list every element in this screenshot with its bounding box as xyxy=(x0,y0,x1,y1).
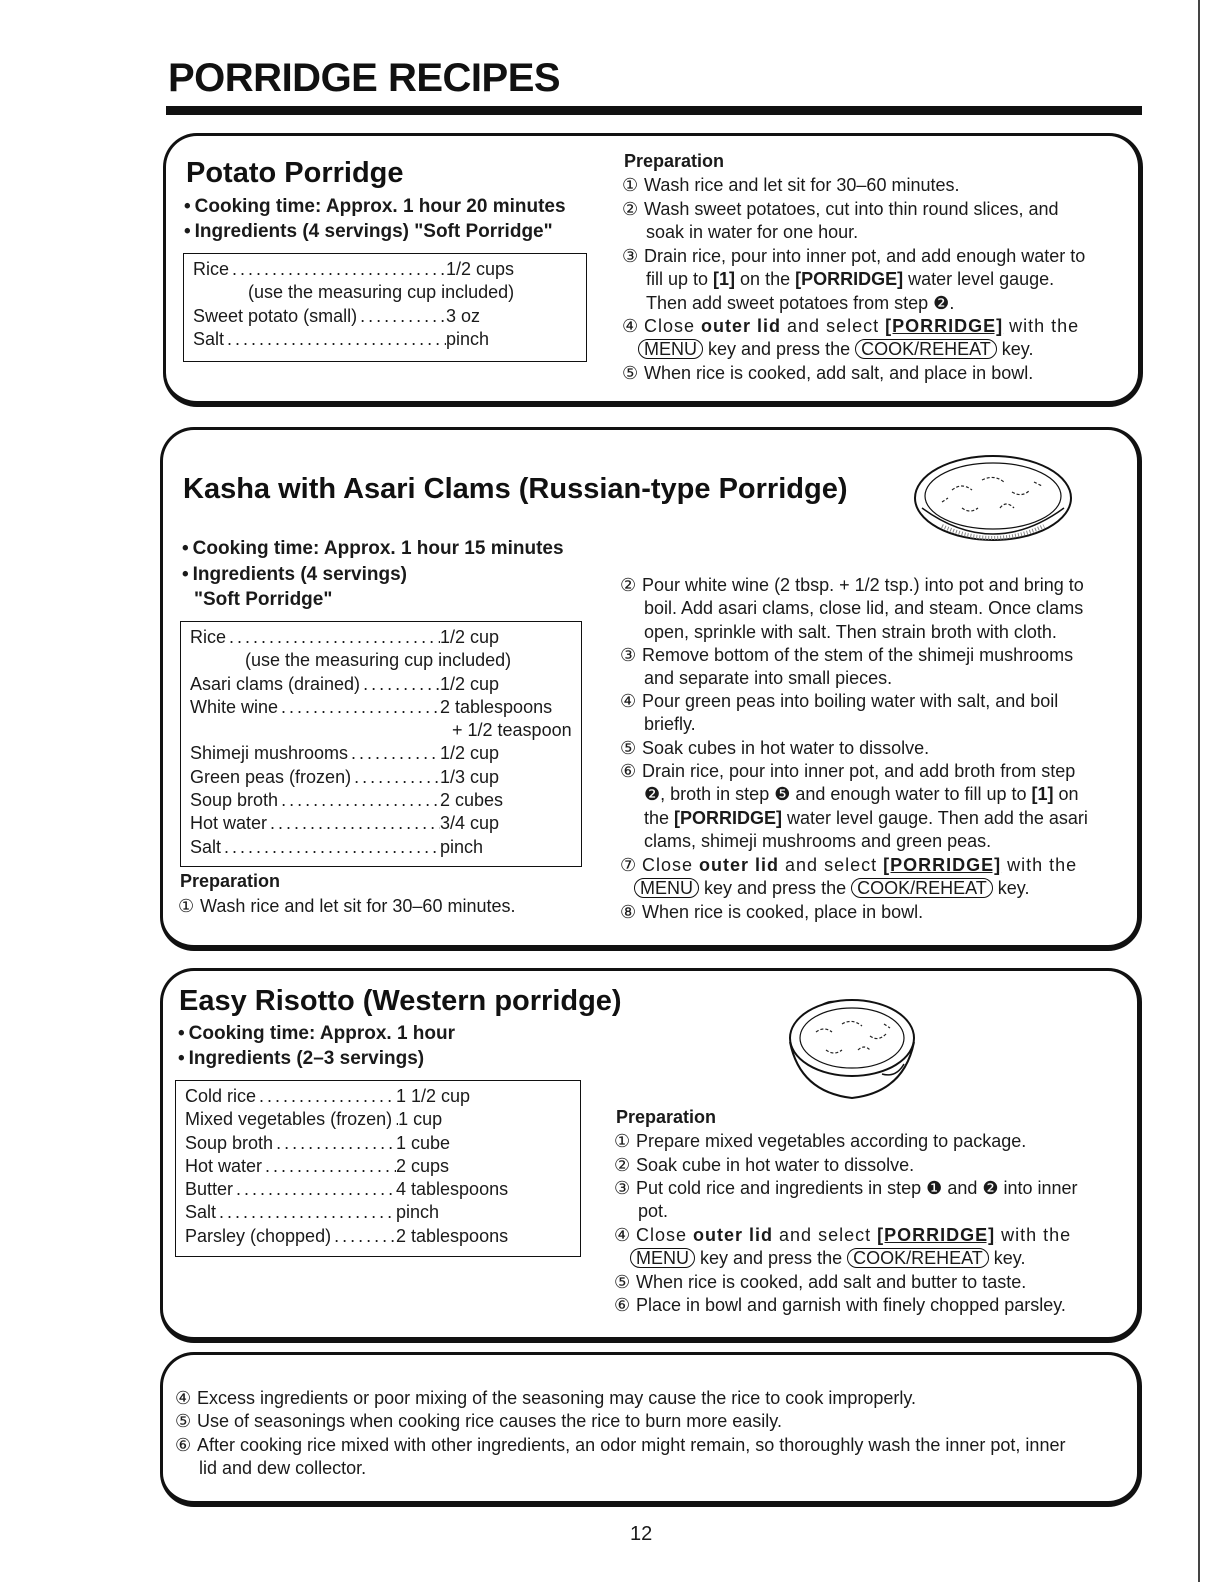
cook-reheat-key-icon: COOK/REHEAT xyxy=(851,878,993,898)
cooking-time: • Cooking time: Approx. 1 hour 15 minutes xyxy=(182,538,564,559)
prep-step: ⑤ When rice is cooked, add salt and butter to taste. xyxy=(614,1272,1027,1292)
ingredients-subheading: "Soft Porridge" xyxy=(194,589,333,610)
ingredient-quantity: 1/2 cups xyxy=(446,259,515,279)
ingredient-quantity: pinch xyxy=(446,328,490,349)
cook-reheat-key-icon: COOK/REHEAT xyxy=(847,1248,989,1268)
menu-key-icon: MENU xyxy=(634,878,699,898)
cooking-time-text: Cooking time: Approx. 1 hour 15 minutes xyxy=(192,538,564,559)
ingredient-row xyxy=(184,258,518,281)
prep-step: ① Prepare mixed vegetables according to package. xyxy=(614,1131,1027,1151)
prep-step: ⑦ Close outer lid and select [PORRIDGE] with the MENU key and press the COOK/REHEAT key. xyxy=(620,855,1078,899)
preparation-heading: Preparation xyxy=(616,1107,717,1127)
ingredient-row: Parsley (chopped) . . . 2 tablespoons xyxy=(176,1225,516,1248)
menu-key-icon: MENU xyxy=(630,1248,695,1268)
ingredients-table xyxy=(175,1080,581,1257)
ingredient-row xyxy=(184,305,518,328)
prep-step: ① Wash rice and let sit for 30–60 minutes. xyxy=(622,175,960,195)
ingredient-row: Soup broth . . . 1 cube xyxy=(176,1132,516,1155)
ingredient-row: Shimeji mushrooms . . . 1/2 cup xyxy=(181,742,515,765)
prep-step: ② Soak cube in hot water to dissolve. xyxy=(614,1155,915,1175)
cooking-time-text: Cooking time: Approx. 1 hour xyxy=(188,1023,456,1044)
ingredient-row: Hot water . . . 2 cups xyxy=(176,1155,516,1178)
prep-step: ④ Pour green peas into boiling water with salt, and boil briefly. xyxy=(620,691,1059,735)
ingredients-heading-text: Ingredients (2–3 servings) xyxy=(188,1048,425,1069)
ingredients-heading-text: Ingredients (4 servings) xyxy=(192,564,407,585)
ingredients-heading: • Ingredients (2–3 servings) xyxy=(178,1048,425,1069)
ingredient-name: Salt xyxy=(193,328,225,349)
ingredient-note: (use the measuring cup included) xyxy=(248,282,515,303)
page-title: PORRIDGE RECIPES xyxy=(168,56,561,100)
prep-step: ① Wash rice and let sit for 30–60 minutes. xyxy=(178,896,516,916)
prep-step: ⑥ Place in bowl and garnish with finely chopped parsley. xyxy=(614,1295,1066,1315)
recipe-title-potato-porridge: Potato Porridge xyxy=(186,157,404,189)
page-number: 12 xyxy=(630,1523,653,1545)
page-edge-line xyxy=(1198,0,1200,1582)
ingredient-row xyxy=(184,328,518,351)
recipe-title-easy-risotto: Easy Risotto (Western porridge) xyxy=(179,985,622,1017)
ingredient-row: Green peas (frozen) . . . 1/3 cup xyxy=(181,766,515,789)
ingredients-table xyxy=(180,621,582,867)
ingredient-row: Asari clams (drained) . . . 1/2 cup xyxy=(181,673,515,696)
ingredient-row: Rice . . . 1/2 cup xyxy=(181,626,515,649)
ingredient-row: Cold rice . . . 1 1/2 cup xyxy=(176,1085,516,1108)
note-item: ⑤ Use of seasonings when cooking rice causes the rice to burn more easily. xyxy=(175,1411,782,1431)
prep-step: ③ Put cold rice and ingredients in step ❶ and ❷ into inner pot. xyxy=(614,1178,1078,1222)
ingredient-name: Rice xyxy=(193,259,230,279)
note-item: ④ Excess ingredients or poor mixing of the seasoning may cause the rice to cook improperly. xyxy=(175,1388,917,1408)
note-item: ⑥ After cooking rice mixed with other ingredients, an odor might remain, so thoroughly wash the inner pot, inner lid and dew collector. xyxy=(175,1435,1066,1479)
ingredient-note: + 1/2 teaspoon xyxy=(452,720,572,741)
prep-step: ③ Remove bottom of the stem of the shimeji mushrooms and separate into small pieces. xyxy=(620,645,1074,689)
prep-step: ⑧ When rice is cooked, place in bowl. xyxy=(620,902,924,922)
prep-step: ⑤ When rice is cooked, add salt, and place in bowl. xyxy=(622,363,1034,383)
recipe-title-kasha: Kasha with Asari Clams (Russian-type Porridge) xyxy=(183,473,848,505)
prep-step: ③ Drain rice, pour into inner pot, and add enough water to fill up to [1] on the [PORRIDGE] water level gauge. Then add sweet potatoes from step ❷. xyxy=(622,246,1086,313)
ingredients-table xyxy=(183,253,587,362)
ingredient-row: Mixed vegetables (frozen) . . . 1 cup xyxy=(176,1108,516,1131)
ingredient-row: Salt . . . pinch xyxy=(176,1201,516,1224)
prep-step: ⑥ Drain rice, pour into inner pot, and add broth from step ❷, broth in step ❺ and enough water to fill up to [1] on the [PORRIDGE] water level gauge. Then add the asari clams, shimeji mushrooms and green peas. xyxy=(620,761,1088,851)
ingredients-heading-text: Ingredients (4 servings) "Soft Porridge" xyxy=(194,221,553,242)
porridge-bowl-icon xyxy=(912,452,1074,550)
ingredients-heading: • Ingredients (4 servings) xyxy=(182,564,407,585)
prep-step: ② Pour white wine (2 tbsp. + 1/2 tsp.) into pot and bring to boil. Add asari clams, close lid, and steam. Once clams open, sprinkle with salt. Then strain broth with cloth. xyxy=(620,575,1084,642)
prep-step: ④ Close outer lid and select [PORRIDGE] with the MENU key and press the COOK/REHEAT key. xyxy=(614,1225,1072,1269)
ingredients-heading: • Ingredients (4 servings) "Soft Porridge" xyxy=(184,221,553,242)
title-rule xyxy=(166,106,1142,115)
ingredient-row: Hot water . . . 3/4 cup xyxy=(181,812,515,835)
ingredient-row: White wine . . . 2 tablespoons xyxy=(181,696,515,719)
cooking-time-text: Cooking time: Approx. 1 hour 20 minutes xyxy=(194,196,566,217)
ingredient-quantity: 3 oz xyxy=(446,305,481,326)
ingredient-note: (use the measuring cup included) xyxy=(245,650,512,671)
preparation-heading: Preparation xyxy=(180,871,281,891)
prep-step: ⑤ Soak cubes in hot water to dissolve. xyxy=(620,738,930,758)
preparation-heading: Preparation xyxy=(624,151,725,171)
risotto-bowl-icon xyxy=(786,994,918,1106)
cooking-time: • Cooking time: Approx. 1 hour xyxy=(178,1023,456,1044)
ingredient-row: Soup broth . . . 2 cubes xyxy=(181,789,515,812)
prep-step: ④ Close outer lid and select [PORRIDGE] with the MENU key and press the COOK/REHEAT key. xyxy=(622,316,1080,360)
menu-key-icon: MENU xyxy=(638,339,703,359)
cooking-time: • Cooking time: Approx. 1 hour 20 minutes xyxy=(184,196,566,217)
ingredient-row: Salt . . . pinch xyxy=(181,836,515,859)
cook-reheat-key-icon: COOK/REHEAT xyxy=(855,339,997,359)
ingredient-row: Butter . . . 4 tablespoons xyxy=(176,1178,516,1201)
prep-step: ② Wash sweet potatoes, cut into thin round slices, and soak in water for one hour. xyxy=(622,199,1059,243)
ingredient-name: Sweet potato (small) xyxy=(193,305,358,326)
